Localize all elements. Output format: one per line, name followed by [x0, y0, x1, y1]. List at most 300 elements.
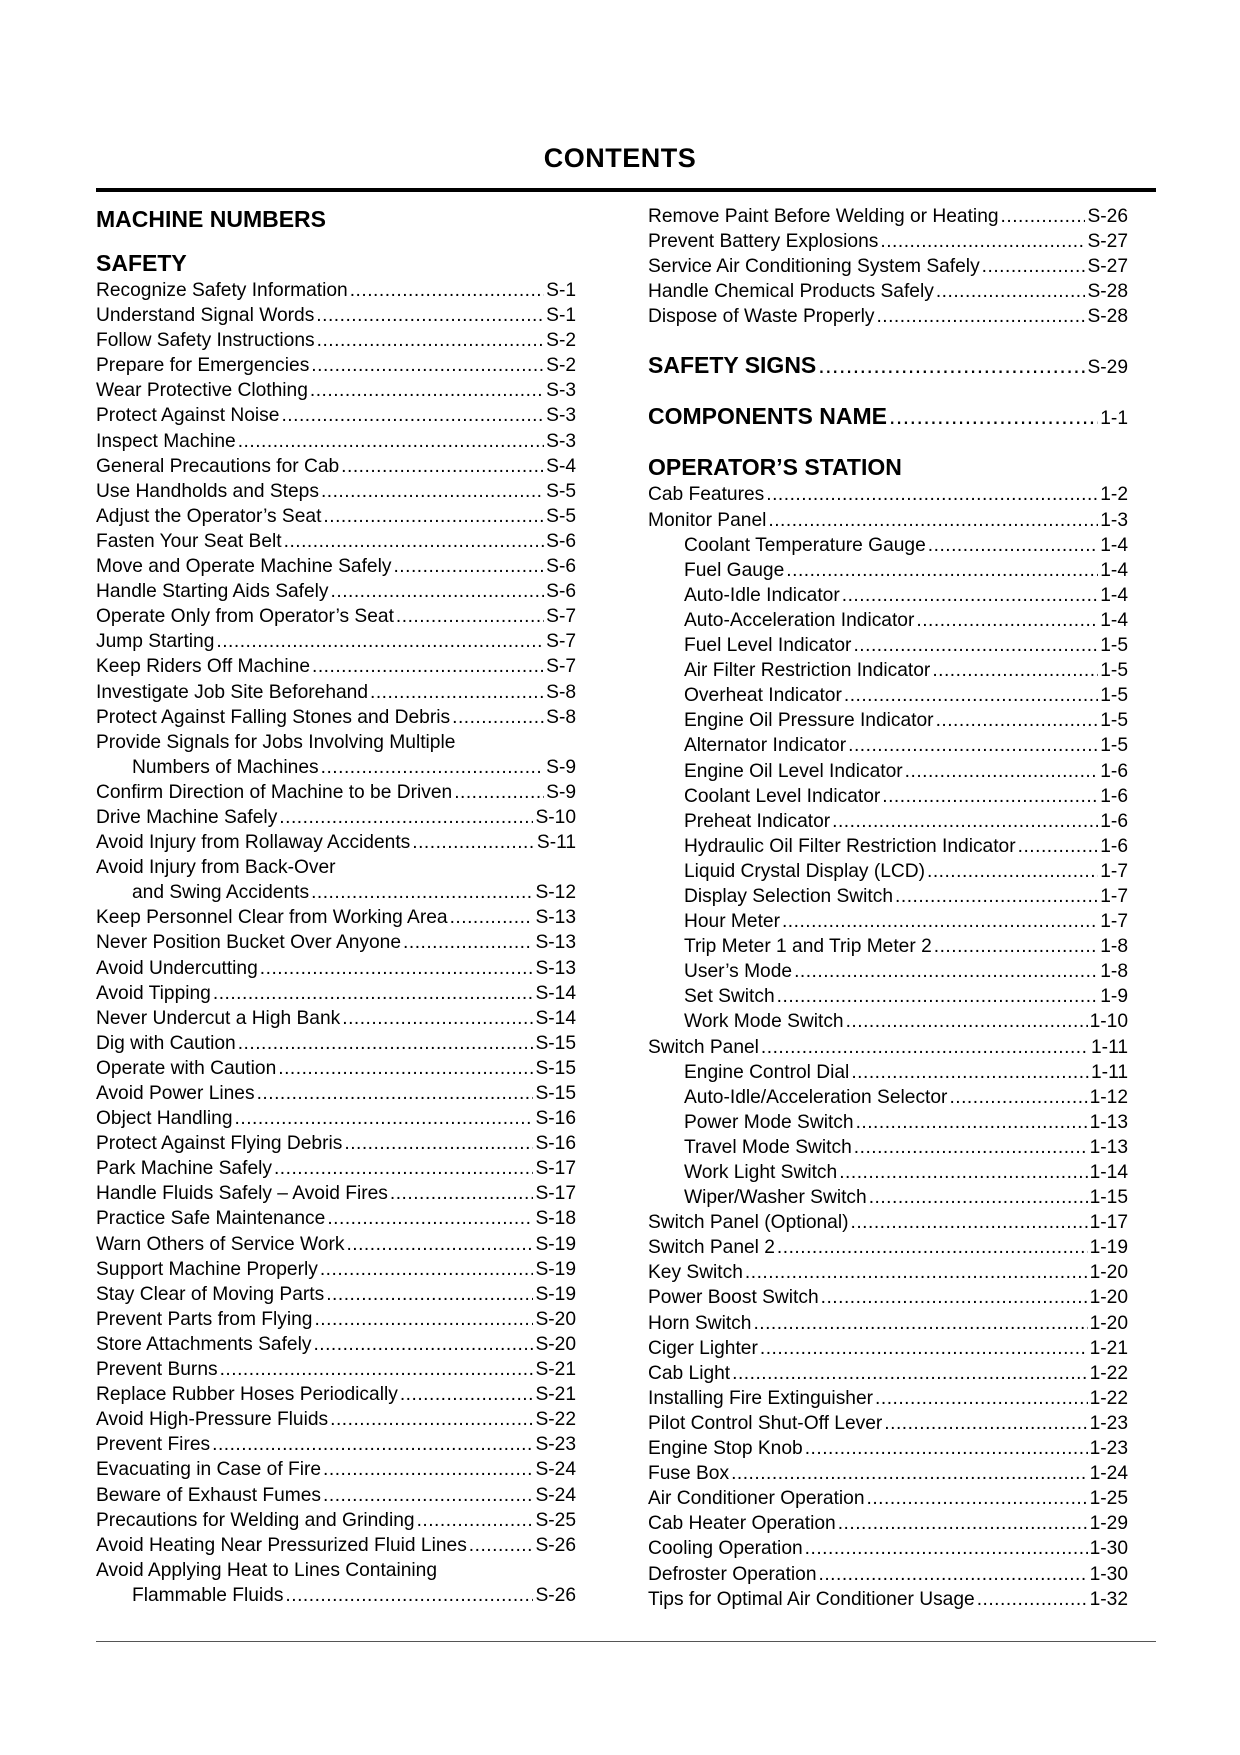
safety-entry-list [96, 278, 576, 1608]
entry-page: S-20 [535, 1333, 576, 1355]
dot-leader [238, 1031, 534, 1056]
toc-entry[interactable] [96, 579, 576, 604]
toc-entry[interactable] [648, 809, 1128, 834]
toc-entry[interactable] [96, 1131, 576, 1156]
dot-leader [344, 1131, 533, 1156]
toc-entry[interactable] [96, 1382, 576, 1407]
toc-entry[interactable] [96, 1407, 576, 1432]
entry-page: S-19 [535, 1233, 576, 1255]
toc-entry[interactable] [648, 1361, 1128, 1386]
dot-leader [403, 930, 533, 955]
toc-entry[interactable] [96, 1006, 576, 1031]
entry-title: Pilot Control Shut-Off Lever [648, 1412, 883, 1434]
entry-page: S-15 [535, 1083, 576, 1104]
toc-entry[interactable] [96, 1156, 576, 1181]
entry-title: Trip Meter 1 and Trip Meter 2 [684, 936, 932, 958]
toc-entry[interactable] [648, 1511, 1128, 1536]
toc-entry[interactable] [96, 654, 576, 679]
toc-entry[interactable] [96, 454, 576, 479]
toc-entry[interactable] [648, 583, 1128, 608]
dot-leader [768, 508, 1098, 533]
entry-title: Cab Light [648, 1362, 731, 1384]
entry-title: Fasten Your Seat Belt [96, 530, 282, 552]
dot-leader [875, 1386, 1088, 1411]
entry-title: Remove Paint Before Welding or Heating [648, 206, 999, 227]
entry-page: S-26 [535, 1584, 576, 1606]
operators-station-entry-list [648, 482, 1128, 1611]
entry-page: S-17 [535, 1183, 576, 1205]
entry-title: Cab Features [648, 484, 765, 506]
dot-leader [311, 353, 544, 378]
entry-page: 1-11 [1091, 1061, 1128, 1083]
entry-page: 1-5 [1100, 635, 1128, 657]
toc-entry[interactable] [96, 1457, 576, 1482]
toc-entry[interactable] [648, 1562, 1128, 1587]
entry-title: Prevent Burns [96, 1359, 218, 1381]
toc-entry[interactable] [96, 1106, 576, 1131]
toc-entry[interactable] [96, 755, 576, 780]
entry-page: S-3 [546, 380, 576, 402]
toc-entry[interactable] [648, 1035, 1128, 1060]
entry-page: S-14 [535, 982, 576, 1004]
toc-entry[interactable] [648, 1386, 1128, 1411]
entry-page: 1-11 [1091, 1036, 1128, 1058]
toc-entry[interactable] [96, 680, 576, 705]
toc-entry[interactable] [96, 1357, 576, 1382]
entry-page: S-16 [535, 1133, 576, 1155]
entry-title: Investigate Job Site Beforehand [96, 681, 369, 703]
entry-title: Fuel Level Indicator [684, 635, 852, 657]
entry-page: 1-32 [1089, 1588, 1128, 1610]
entry-title: Monitor Panel [648, 509, 767, 531]
entry-title: Coolant Level Indicator [684, 785, 881, 807]
toc-entry[interactable] [96, 1583, 576, 1608]
dot-leader [450, 905, 534, 930]
entry-title: Avoid Applying Heat to Lines Containing [96, 1559, 437, 1581]
entry-title: Object Handling [96, 1108, 233, 1130]
toc-entry[interactable] [96, 1031, 576, 1056]
toc-entry[interactable] [96, 378, 576, 403]
toc-entry[interactable] [648, 1411, 1128, 1436]
entry-title: Protect Against Noise [96, 405, 280, 427]
toc-entry[interactable] [96, 278, 576, 303]
entry-title: Auto-Idle/Acceleration Selector [684, 1086, 948, 1108]
dot-leader [766, 482, 1098, 507]
toc-entry[interactable] [648, 1110, 1128, 1135]
entry-title: Power Mode Switch [684, 1111, 854, 1133]
entry-page: S-15 [535, 1032, 576, 1054]
entry-page: S-12 [535, 882, 576, 904]
toc-entry[interactable] [648, 1160, 1128, 1185]
entry-page: 1-13 [1089, 1111, 1128, 1133]
toc-entry[interactable] [648, 909, 1128, 934]
entry-title: COMPONENTS NAME [648, 403, 887, 430]
entry-page: S-13 [535, 907, 576, 929]
dot-leader [454, 780, 544, 805]
entry-title: Dispose of Waste Properly [648, 306, 875, 328]
entry-title: Engine Control Dial [684, 1061, 850, 1083]
toc-entry[interactable] [648, 1135, 1128, 1160]
toc-entry[interactable] [648, 533, 1128, 558]
dot-leader [321, 479, 544, 504]
entry-page: 1-20 [1089, 1287, 1128, 1309]
entry-title: Flammable Fluids [132, 1584, 284, 1606]
toc-entry[interactable] [96, 981, 576, 1006]
dot-leader [869, 1185, 1088, 1210]
entry-page: S-5 [546, 480, 576, 502]
heading-machine-numbers[interactable]: MACHINE NUMBERS [96, 206, 326, 232]
entry-title: Service Air Conditioning System Safely [648, 256, 980, 278]
entry-page: S-8 [546, 706, 576, 728]
entry-page: 1-10 [1089, 1011, 1128, 1033]
toc-entry[interactable] [648, 1285, 1128, 1310]
dot-leader [274, 1156, 534, 1181]
dot-leader [782, 909, 1098, 934]
toc-entry[interactable] [96, 1307, 576, 1332]
toc-entry[interactable] [648, 482, 1128, 507]
dot-leader [331, 579, 545, 604]
entry-page: S-24 [535, 1459, 576, 1481]
dot-leader [884, 1411, 1087, 1436]
heading-operators-station[interactable]: OPERATOR’S STATION [648, 454, 902, 481]
toc-entry[interactable] [96, 479, 576, 504]
dot-leader [856, 1110, 1088, 1135]
entry-page: S-11 [536, 832, 576, 854]
toc-entry[interactable] [648, 683, 1128, 708]
entry-page: S-6 [546, 556, 576, 578]
entry-title: Avoid Heating Near Pressurized Fluid Lines [96, 1534, 467, 1556]
entry-title: Prevent Fires [96, 1434, 211, 1456]
entry-title: Engine Oil Level Indicator [684, 760, 903, 782]
toc-entry[interactable] [648, 733, 1128, 758]
dot-leader [936, 708, 1099, 733]
toc-entry[interactable] [96, 604, 576, 629]
dot-leader [977, 1587, 1088, 1612]
toc-entry[interactable] [96, 1181, 576, 1206]
dot-leader [469, 1533, 534, 1558]
entry-title: Never Undercut a High Bank [96, 1007, 341, 1029]
entry-page: S-19 [535, 1258, 576, 1280]
dot-leader [794, 959, 1098, 984]
entry-page: 1-5 [1100, 710, 1128, 732]
entry-title: Wear Protective Clothing [96, 380, 308, 402]
dot-leader [842, 583, 1099, 608]
entry-title: Avoid Injury from Rollaway Accidents [96, 832, 411, 854]
entry-title: Work Mode Switch [684, 1011, 844, 1033]
entry-title: Installing Fire Extinguisher [648, 1387, 874, 1409]
entry-page: 1-5 [1100, 660, 1128, 682]
dot-leader [452, 705, 544, 730]
dot-leader [312, 654, 544, 679]
dot-leader [323, 1483, 533, 1508]
entry-title: Handle Starting Aids Safely [96, 581, 329, 603]
entry-title: General Precautions for Cab [96, 455, 340, 477]
toc-entry[interactable] [648, 204, 1128, 229]
toc-entry[interactable] [648, 558, 1128, 583]
entry-title: Operate with Caution [96, 1057, 277, 1079]
entry-page: S-17 [535, 1158, 576, 1180]
entry-page: S-13 [535, 957, 576, 979]
entry-page: S-19 [535, 1283, 576, 1305]
dot-leader [311, 880, 533, 905]
toc-entry[interactable] [648, 984, 1128, 1009]
dot-leader [731, 1461, 1088, 1486]
entry-title: Avoid Power Lines [96, 1083, 255, 1104]
heading-safety[interactable]: SAFETY [96, 250, 187, 276]
entry-page: S-25 [535, 1509, 576, 1531]
dot-leader [777, 1235, 1088, 1260]
toc-entry[interactable] [96, 629, 576, 654]
toc-entry[interactable] [96, 403, 576, 428]
entry-title: Numbers of Machines [132, 756, 319, 778]
entry-title: Fuel Gauge [684, 559, 785, 581]
entry-page: S-29 [1087, 357, 1128, 379]
entry-page: 1-23 [1089, 1412, 1128, 1434]
toc-entry[interactable] [648, 1009, 1128, 1034]
dot-leader [370, 680, 544, 705]
toc-entry[interactable] [96, 303, 576, 328]
entry-page: 1-6 [1100, 785, 1128, 807]
toc-entry[interactable] [648, 859, 1128, 884]
entry-page: 1-14 [1089, 1162, 1128, 1183]
entry-page: 1-22 [1089, 1387, 1128, 1409]
entry-page: 1-21 [1089, 1337, 1128, 1359]
toc-entry[interactable] [96, 1508, 576, 1533]
entry-page: S-4 [546, 455, 576, 477]
toc-entry[interactable] [648, 1536, 1128, 1561]
entry-page: 1-13 [1089, 1136, 1128, 1158]
entry-title: Auto-Idle Indicator [684, 584, 840, 606]
dot-leader [876, 304, 1085, 329]
toc-entry[interactable] [648, 1461, 1128, 1486]
toc-entry[interactable] [96, 328, 576, 353]
dot-leader [853, 633, 1098, 658]
toc-entry[interactable] [648, 254, 1128, 279]
entry-page: S-6 [546, 530, 576, 552]
toc-entry[interactable] [96, 1056, 576, 1081]
entry-title: Cab Heater Operation [648, 1513, 836, 1535]
toc-entry[interactable] [96, 353, 576, 378]
toc-entry[interactable] [648, 304, 1128, 329]
contents-right-column [648, 204, 1128, 1612]
footer-rule [96, 1641, 1156, 1642]
toc-entry[interactable] [96, 1257, 576, 1282]
toc-entry[interactable] [648, 658, 1128, 683]
entry-page: 1-22 [1089, 1362, 1128, 1384]
entry-title: Work Light Switch [684, 1162, 838, 1183]
toc-entry[interactable] [648, 1436, 1128, 1461]
dot-leader [895, 884, 1098, 909]
dot-leader [805, 1536, 1088, 1561]
entry-page: S-27 [1087, 231, 1128, 253]
entry-title: Horn Switch [648, 1312, 752, 1334]
entry-page: S-6 [546, 581, 576, 603]
dot-leader [846, 1009, 1088, 1034]
toc-entry[interactable] [96, 805, 576, 830]
toc-entry[interactable] [648, 1486, 1128, 1511]
entry-title: Never Position Bucket Over Anyone [96, 932, 402, 954]
entry-title: Practice Safe Maintenance [96, 1208, 326, 1230]
dot-leader [1018, 834, 1099, 859]
toc-entry[interactable] [96, 930, 576, 955]
toc-entry[interactable] [648, 884, 1128, 909]
dot-leader [412, 830, 535, 855]
entry-page: S-5 [546, 505, 576, 527]
dot-leader [745, 1260, 1088, 1285]
entry-page: S-27 [1087, 256, 1128, 278]
entry-title: Air Conditioner Operation [648, 1488, 865, 1510]
toc-entry[interactable] [96, 880, 576, 905]
toc-entry[interactable] [96, 705, 576, 730]
dot-leader [279, 805, 533, 830]
entry-title: Engine Stop Knob [648, 1438, 803, 1460]
entry-page: S-7 [546, 656, 576, 678]
entry-title: Display Selection Switch [684, 885, 894, 907]
toc-entry[interactable] [96, 780, 576, 805]
entry-title: Protect Against Flying Debris [96, 1133, 343, 1155]
entry-page: 1-25 [1089, 1488, 1128, 1510]
dot-leader [238, 429, 544, 454]
toc-entry[interactable] [96, 554, 576, 579]
entry-title: Avoid Injury from Back-Over [96, 857, 336, 879]
entry-page: S-3 [546, 405, 576, 427]
toc-entry[interactable] [648, 708, 1128, 733]
entry-page: S-23 [535, 1434, 576, 1456]
dot-leader [851, 1060, 1089, 1085]
entry-page: S-21 [535, 1384, 576, 1406]
toc-entry[interactable] [648, 279, 1128, 304]
dot-leader [257, 1081, 534, 1106]
toc-entry[interactable] [96, 956, 576, 981]
entry-title: and Swing Accidents [132, 882, 310, 904]
entry-title: Operate Only from Operator’s Seat [96, 606, 394, 628]
entry-page: 1-4 [1100, 609, 1128, 631]
entry-title: Adjust the Operator’s Seat [96, 505, 322, 527]
dot-leader [278, 1056, 533, 1081]
toc-entry[interactable] [648, 508, 1128, 533]
entry-title: Liquid Crystal Display (LCD) [684, 860, 925, 882]
dot-leader [212, 1432, 533, 1457]
entry-page: 1-29 [1089, 1513, 1128, 1535]
entry-title: Inspect Machine [96, 430, 236, 452]
toc-entry[interactable] [96, 1206, 576, 1231]
entry-page: S-10 [535, 806, 576, 828]
entry-title: Evacuating in Case of Fire [96, 1459, 322, 1481]
toc-entry[interactable] [96, 1483, 576, 1508]
entry-title: Travel Mode Switch [684, 1136, 852, 1158]
toc-entry[interactable] [96, 1232, 576, 1257]
entry-page: S-22 [535, 1409, 576, 1431]
toc-entry[interactable] [96, 830, 576, 855]
toc-entry[interactable] [648, 959, 1128, 984]
entry-title: Switch Panel [648, 1036, 759, 1058]
toc-entry[interactable] [96, 730, 576, 755]
toc-entry[interactable] [648, 633, 1128, 658]
dot-leader [867, 1486, 1088, 1511]
toc-entry[interactable] [648, 1210, 1128, 1235]
dot-leader [848, 733, 1098, 758]
entry-page: S-21 [535, 1359, 576, 1381]
dot-leader [832, 809, 1098, 834]
dot-leader [949, 1085, 1087, 1110]
toc-entry[interactable] [648, 1311, 1128, 1336]
entry-title: User’s Mode [684, 961, 793, 983]
dot-leader [323, 1457, 533, 1482]
toc-entry[interactable] [648, 1060, 1128, 1085]
toc-entry[interactable] [96, 855, 576, 880]
entry-page: 1-24 [1089, 1463, 1128, 1485]
toc-entry[interactable] [96, 504, 576, 529]
toc-entry[interactable] [648, 759, 1128, 784]
entry-page: S-15 [535, 1057, 576, 1079]
entry-title: Jump Starting [96, 631, 215, 653]
toc-entry[interactable] [648, 1185, 1128, 1210]
dot-leader [321, 755, 545, 780]
entry-page: 1-4 [1100, 534, 1128, 556]
dot-leader [330, 1407, 533, 1432]
entry-title: Switch Panel 2 [648, 1237, 775, 1259]
toc-entry[interactable] [648, 784, 1128, 809]
dot-leader [760, 1336, 1088, 1361]
toc-entry[interactable] [648, 608, 1128, 633]
dot-leader [281, 403, 544, 428]
entry-page: 1-5 [1100, 685, 1128, 707]
dot-leader [821, 1285, 1088, 1310]
entry-title: Coolant Temperature Gauge [684, 534, 926, 556]
toc-entry[interactable] [648, 1260, 1128, 1285]
entry-title: SAFETY SIGNS [648, 352, 817, 379]
toc-entry[interactable] [96, 1081, 576, 1106]
entry-page: 1-7 [1100, 860, 1128, 882]
entry-title: Fuse Box [648, 1463, 730, 1485]
entry-title: Handle Chemical Products Safely [648, 281, 934, 303]
dot-leader [346, 1232, 533, 1257]
dot-leader [235, 1106, 534, 1131]
entry-title: Avoid Undercutting [96, 957, 258, 979]
toc-entry[interactable] [96, 1558, 576, 1583]
entry-page: 1-23 [1089, 1438, 1128, 1460]
dot-leader [316, 303, 544, 328]
toc-entry[interactable] [648, 229, 1128, 254]
toc-entry[interactable] [648, 834, 1128, 859]
toc-entry[interactable] [648, 1085, 1128, 1110]
toc-entry[interactable] [96, 905, 576, 930]
title-rule [96, 188, 1156, 192]
toc-entry[interactable] [648, 1587, 1128, 1612]
toc-entry[interactable] [96, 1432, 576, 1457]
toc-entry[interactable] [96, 1533, 576, 1558]
toc-entry[interactable] [96, 429, 576, 454]
dot-leader [761, 1035, 1089, 1060]
toc-entry-safety-signs[interactable] [648, 350, 1128, 380]
toc-entry[interactable] [648, 1336, 1128, 1361]
entry-title: Park Machine Safely [96, 1158, 272, 1180]
entry-title: Overheat Indicator [684, 685, 842, 707]
toc-entry[interactable] [96, 529, 576, 554]
toc-entry-components-name[interactable] [648, 401, 1128, 431]
toc-entry[interactable] [648, 934, 1128, 959]
dot-leader [341, 454, 544, 479]
page-title: CONTENTS [543, 143, 697, 173]
toc-entry[interactable] [96, 1332, 576, 1357]
entry-page: S-16 [535, 1108, 576, 1130]
toc-entry[interactable] [96, 1282, 576, 1307]
entry-page: S-9 [546, 781, 576, 803]
toc-entry[interactable] [648, 1235, 1128, 1260]
entry-title: Prevent Battery Explosions [648, 231, 879, 253]
entry-title: Wiper/Washer Switch [684, 1187, 867, 1209]
entry-page: S-8 [546, 681, 576, 703]
